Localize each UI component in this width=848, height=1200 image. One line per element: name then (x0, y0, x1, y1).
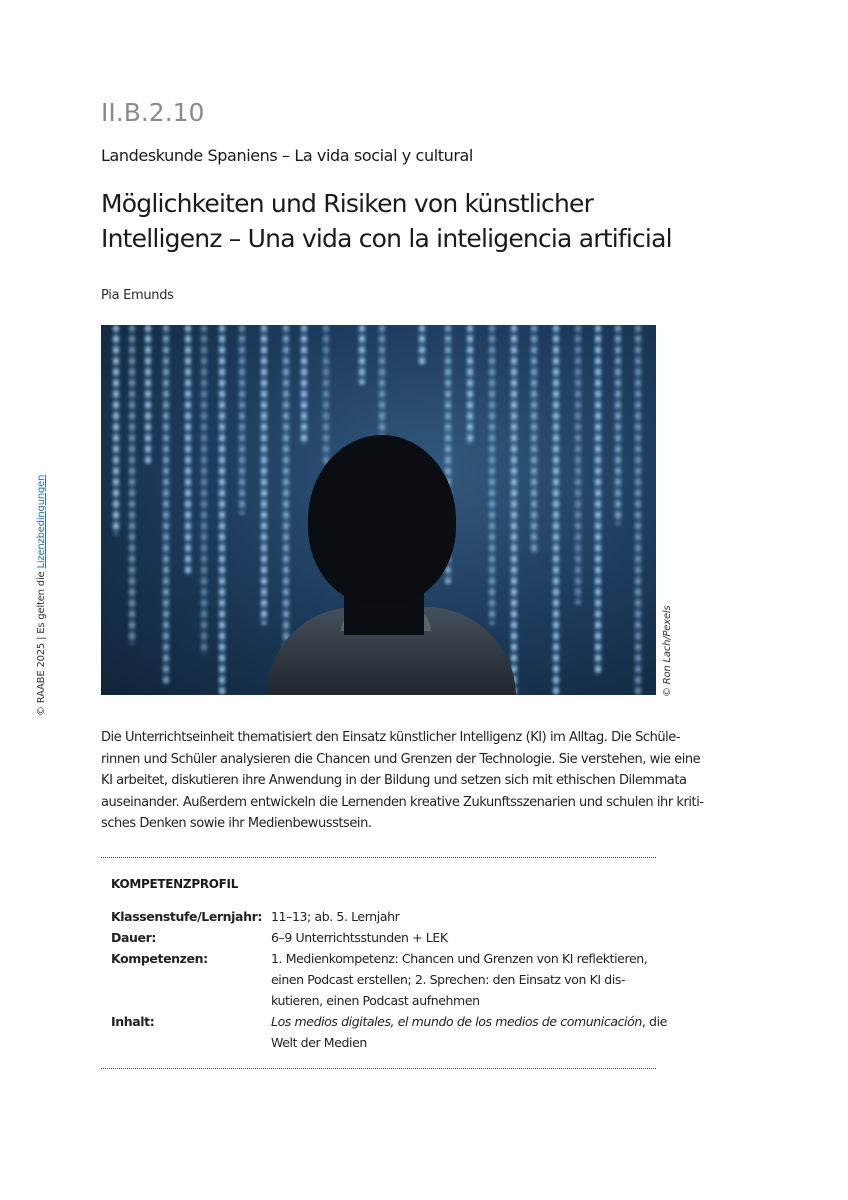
person-head-silhouette (308, 435, 456, 605)
abstract-line: sches Denken sowie ihr Medienbewusstsein. (101, 816, 372, 832)
cover-image (101, 325, 656, 695)
abstract-line: rinnen und Schüler analysieren die Chancen und Grenzen der Technologie. Sie verstehen, wie eine (101, 751, 701, 767)
series-title: Landeskunde Spaniens – La vida social y cultural (101, 146, 473, 165)
profile-value-tail: , die (641, 1014, 667, 1029)
profile-value: 6–9 Unterrichtsstunden + LEK (271, 930, 448, 945)
profile-value (271, 1011, 667, 1032)
page-title (101, 186, 701, 256)
license-note (36, 475, 47, 716)
profile-label: Inhalt: (111, 1014, 155, 1029)
copyright-text: © RAABE 2025 | Es gelten die (36, 568, 47, 716)
divider-top (101, 857, 656, 858)
title-line-2: Intelligenz – Una vida con la inteligencia artificial (101, 224, 672, 253)
profile-row-competences (111, 948, 656, 1011)
abstract-line: auseinander. Außerdem entwickeln die Lernenden kreative Zukunftsszenarien und schulen ihr kriti- (101, 794, 704, 810)
unit-code: II.B.2.10 (101, 98, 205, 127)
license-link[interactable]: Lizenzbedingungen (36, 474, 47, 569)
abstract (101, 727, 704, 835)
abstract-line: Die Unterrichtseinheit thematisiert den Einsatz künstlicher Intelligenz (KI) im Alltag. Die Schüle- (101, 730, 681, 745)
title-line-1: Möglichkeiten und Risiken von künstlicher (101, 189, 594, 218)
competence-profile (111, 906, 667, 1053)
image-credit: © Ron Lach/Pexels (662, 605, 673, 697)
profile-row-content (111, 1011, 667, 1053)
profile-value: Welt der Medien (271, 1035, 367, 1050)
profile-value: 1. Medienkompetenz: Chancen und Grenzen von KI reflektieren, (271, 951, 648, 966)
profile-label: Kompetenzen: (111, 951, 208, 966)
abstract-line: KI arbeitet, diskutieren ihre Anwendung in der Bildung und setzen sich mit ethischen Dilemmata (101, 773, 687, 789)
profile-value: 11–13; ab. 5. Lernjahr (271, 909, 400, 924)
profile-value: kutieren, einen Podcast aufnehmen (271, 993, 480, 1008)
profile-label: Dauer: (111, 930, 156, 945)
divider-bottom (101, 1068, 656, 1069)
profile-title: KOMPETENZPROFIL (111, 877, 239, 891)
profile-value: einen Podcast erstellen; 2. Sprechen: den Einsatz von KI dis- (271, 972, 626, 987)
profile-label: Klassenstufe/Lernjahr: (111, 909, 262, 924)
profile-value-italic: Los medios digitales, el mundo de los medios de comunicación (271, 1014, 642, 1029)
profile-row-grade (111, 906, 656, 927)
profile-row-duration (111, 927, 656, 948)
author: Pia Emunds (101, 288, 174, 303)
